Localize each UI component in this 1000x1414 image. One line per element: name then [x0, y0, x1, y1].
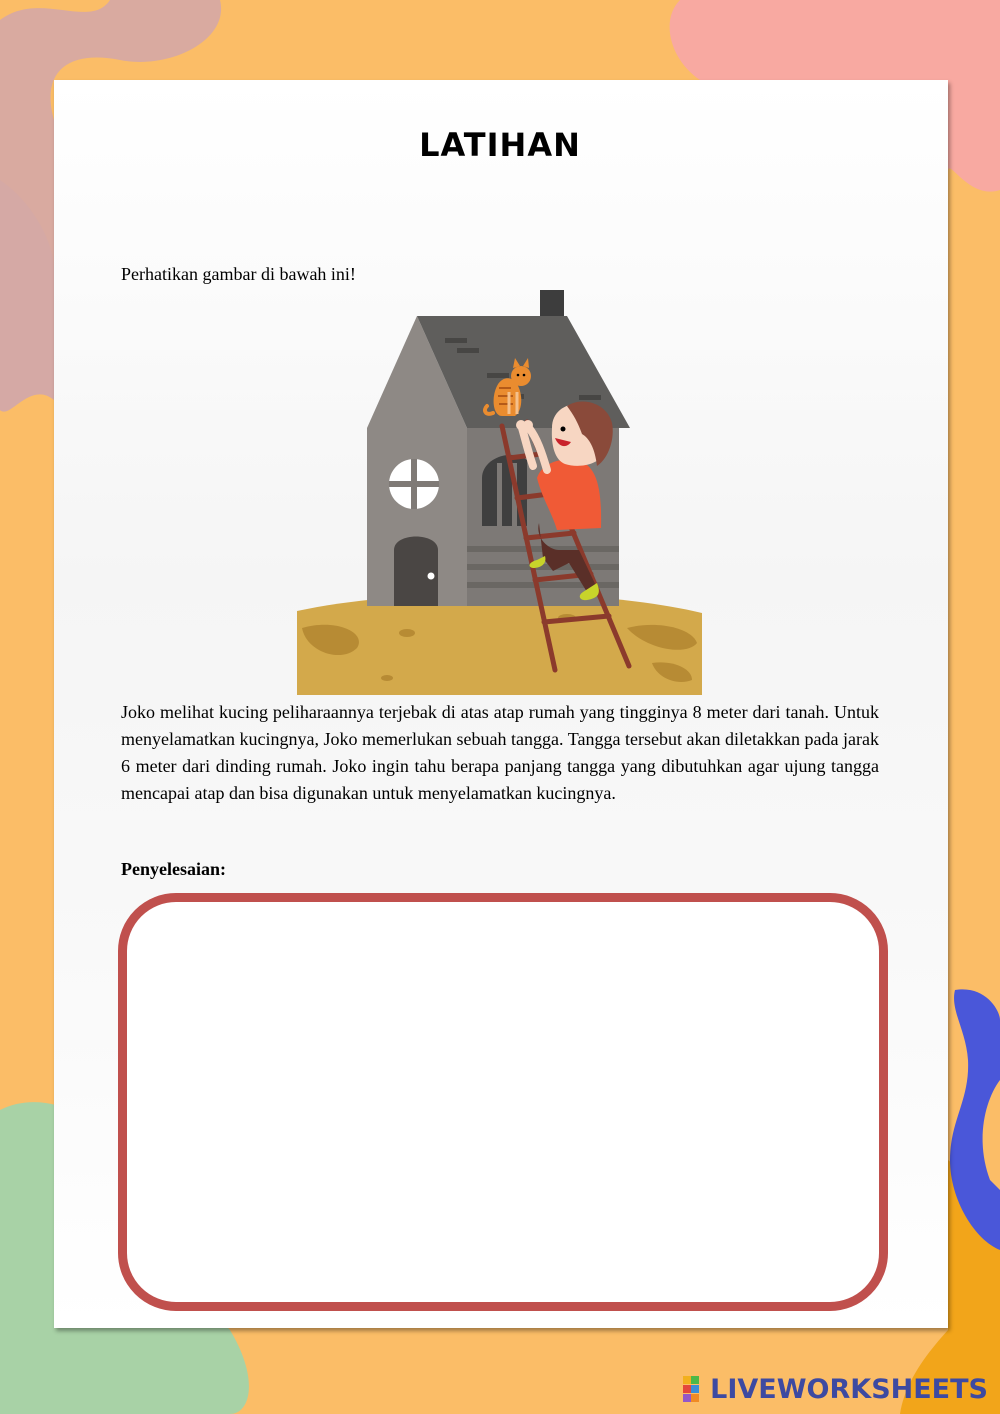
page-title: LATIHAN [419, 126, 581, 164]
brand-name: LIVEWORKSHEETS [710, 1373, 988, 1405]
liveworksheets-logo-icon [683, 1376, 707, 1402]
solution-label: Penyelesaian: [121, 859, 226, 879]
liveworksheets-brand[interactable] [683, 1372, 988, 1406]
house-ladder-illustration [297, 288, 702, 695]
instruction-text: Perhatikan gambar di bawah ini! [121, 264, 356, 284]
story-paragraph: Joko melihat kucing peliharaannya terjebak di atas atap rumah yang tingginya 8 meter dari tanah. Untuk menyelamatkan kucingnya, Joko memerlukan sebuah tangga. Tangga tersebut akan diletakkan pada jarak 6 meter dari dinding rumah. Joko ingin tahu berapa panjang tangga yang dibutuhkan agar ujung tangga mencapai atap dan bisa digunakan untuk menyelamatkan kucingnya. [121, 702, 879, 803]
door [394, 537, 438, 607]
answer-input-box[interactable] [118, 893, 888, 1311]
